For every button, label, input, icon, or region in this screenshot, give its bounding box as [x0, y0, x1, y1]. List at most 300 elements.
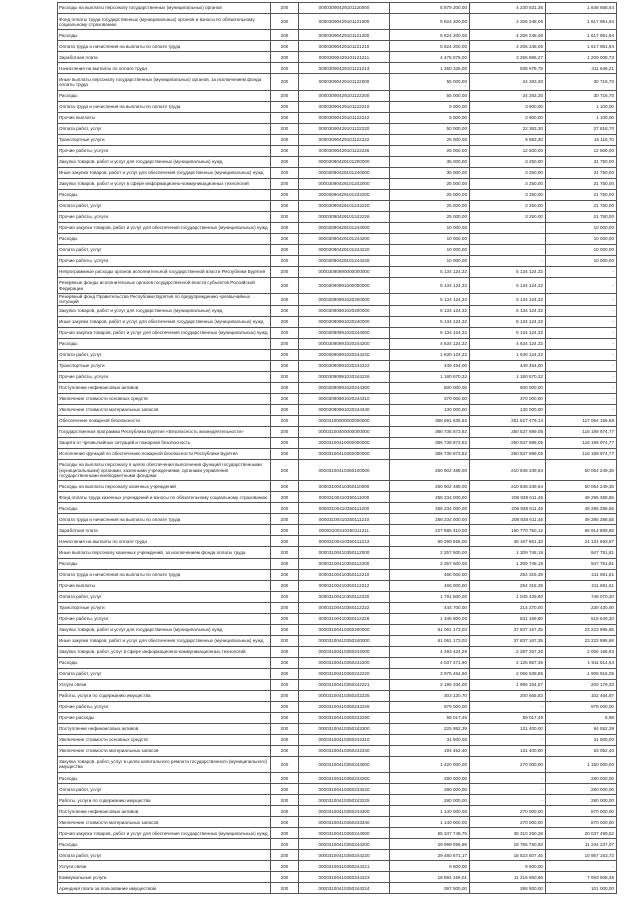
approved-amount: 5 134 124,32	[390, 266, 470, 277]
budget-classification-code: 00003100410350242310	[299, 734, 390, 745]
row-name: Расходы	[58, 657, 271, 668]
executed-amount: 131 400,00	[470, 745, 546, 756]
row-code: 200	[271, 156, 299, 167]
unexecuted-amount: -	[546, 305, 617, 316]
budget-classification-code: 00003090991020244220	[299, 349, 390, 360]
table-row	[58, 503, 617, 514]
executed-amount: -	[470, 784, 546, 795]
executed-amount: 5 134 124,32	[470, 266, 546, 277]
budget-classification-code: 00003100410350112210	[299, 569, 390, 580]
unexecuted-amount: -	[546, 338, 617, 349]
approved-amount: 10 000,00	[390, 233, 470, 244]
table-row	[58, 294, 617, 305]
approved-amount: 280 000,00	[390, 773, 470, 784]
unexecuted-amount: 31 500,00	[546, 734, 617, 745]
executed-amount: -	[470, 773, 546, 784]
table-row	[58, 536, 617, 547]
budget-classification-code: 00003100410350242300	[299, 723, 390, 734]
row-name: Оплата работ, услуг	[58, 244, 271, 255]
row-name: Начисления на выплаты по оплате труда	[58, 536, 271, 547]
row-code: 200	[271, 167, 299, 178]
table-row	[58, 795, 617, 806]
budget-classification-code: 00003090429101200000	[299, 156, 390, 167]
unexecuted-amount: 50 054 249,36	[546, 459, 617, 481]
row-name: Увеличение стоимости материальных запасов	[58, 745, 271, 756]
row-code: 200	[271, 613, 299, 624]
row-code: 200	[271, 112, 299, 123]
table-row	[58, 872, 617, 883]
executed-amount: 3 250,00	[470, 167, 546, 178]
row-code: 200	[271, 338, 299, 349]
executed-amount: 449 454,00	[470, 360, 546, 371]
row-code: 200	[271, 806, 299, 817]
unexecuted-amount: 21 750,00	[546, 178, 617, 189]
unexecuted-amount: -	[546, 404, 617, 415]
executed-amount: 5 134 124,32	[470, 294, 546, 305]
table-row	[58, 624, 617, 635]
unexecuted-amount: 280 000,00	[546, 784, 617, 795]
budget-classification-code: 00003090429101122200	[299, 90, 390, 101]
executed-amount: -	[470, 233, 546, 244]
table-row	[58, 101, 617, 112]
row-code: 200	[271, 294, 299, 305]
unexecuted-amount: -	[546, 360, 617, 371]
budget-classification-code: 00003090991020244226	[299, 371, 390, 382]
budget-classification-code: 00003100410350243300	[299, 806, 390, 817]
row-code: 200	[271, 745, 299, 756]
budget-classification-code: 00003090429101242226	[299, 211, 390, 222]
unexecuted-amount: 21 750,00	[546, 189, 617, 200]
executed-amount: 160 770 750,12	[470, 525, 546, 536]
unexecuted-amount: 23 223 995,68	[546, 624, 617, 635]
unexecuted-amount: 21 750,00	[546, 200, 617, 211]
table-row	[58, 63, 617, 74]
budget-classification-code: 00003090991020240000	[299, 316, 390, 327]
budget-classification-code: 00003100410350244221	[299, 861, 390, 872]
unexecuted-amount: 2 006 166,93	[546, 646, 617, 657]
budget-classification-code: 00003100410350243000	[299, 756, 390, 772]
unexecuted-amount: -	[546, 327, 617, 338]
approved-amount: 5 134 124,32	[390, 327, 470, 338]
unexecuted-amount: 211 681,61	[546, 569, 617, 580]
row-code: 200	[271, 646, 299, 657]
budget-classification-code: 00003100410350111211	[299, 525, 390, 536]
unexecuted-amount: 1 150 000,00	[546, 756, 617, 772]
executed-amount: 2 287 257,36	[470, 646, 546, 657]
approved-amount: 280 000,00	[390, 795, 470, 806]
budget-classification-code: 00003100410350244223	[299, 872, 390, 883]
row-name: Расходы	[58, 90, 271, 101]
row-name: Прочая закупка товаров, работ и услуг для обеспечения государственных (муниципальных) нужд	[58, 327, 271, 338]
row-name: Поступление нефинансовых активов	[58, 382, 271, 393]
executed-amount: 4 634 124,32	[470, 338, 546, 349]
table-row	[58, 701, 617, 712]
row-name: Защита от чрезвычайных ситуаций и пожарная безопасность	[58, 437, 271, 448]
executed-amount: 22 383,30	[470, 123, 546, 134]
row-name: Прочие расходы	[58, 712, 271, 723]
row-name: Прочие работы, услуги	[58, 145, 271, 156]
table-row	[58, 602, 617, 613]
table-row	[58, 784, 617, 795]
row-code: 200	[271, 569, 299, 580]
row-code: 200	[271, 558, 299, 569]
unexecuted-amount: 5,98	[546, 712, 617, 723]
approved-amount: 4 634 124,32	[390, 338, 470, 349]
row-name: Расходы	[58, 189, 271, 200]
approved-amount: 500 000,00	[390, 382, 470, 393]
unexecuted-amount: 116 198 974,77	[546, 448, 617, 459]
row-code: 200	[271, 828, 299, 839]
approved-amount: 10 000,00	[390, 222, 470, 233]
unexecuted-amount: 20 037 499,52	[546, 828, 617, 839]
executed-amount: 5 134 124,32	[470, 316, 546, 327]
row-name: Исполнение функций по обеспечению пожарной безопасности Республики Бурятия	[58, 448, 271, 459]
row-name: Расходы на выплаты персоналу казенных учреждений	[58, 481, 271, 492]
budget-execution-table	[57, 2, 617, 894]
approved-amount: 225 952,39	[390, 723, 470, 734]
row-code: 200	[271, 795, 299, 806]
budget-classification-code: 00003100410350110000	[299, 481, 390, 492]
row-name: Расходы	[58, 338, 271, 349]
approved-amount: 5 134 124,32	[390, 294, 470, 305]
table-row	[58, 222, 617, 233]
unexecuted-amount: 230 430,00	[546, 602, 617, 613]
approved-amount: 61 061 173,03	[390, 624, 470, 635]
approved-amount: 18 894 159,01	[390, 872, 470, 883]
unexecuted-amount: 15 116,70	[546, 134, 617, 145]
table-row	[58, 134, 617, 145]
approved-amount: 55 000,00	[390, 90, 470, 101]
row-name: Прочая закупка товаров, работ и услуг для обеспечения государственных (муниципальных) нужд	[58, 222, 271, 233]
budget-classification-code: 00003090429101244220	[299, 244, 390, 255]
row-code: 200	[271, 712, 299, 723]
row-code: 200	[271, 178, 299, 189]
approved-amount: 194 452,40	[390, 745, 470, 756]
table-row	[58, 90, 617, 101]
executed-amount: 270 000,00	[470, 806, 546, 817]
executed-amount: 210 848 239,64	[470, 481, 546, 492]
executed-amount: 254 318,39	[470, 580, 546, 591]
budget-classification-code: 00003090429101121210	[299, 41, 390, 52]
unexecuted-amount: 1 617 951,94	[546, 30, 617, 41]
budget-classification-code: 00003100410350242221	[299, 679, 390, 690]
approved-amount: 5 000,00	[390, 101, 470, 112]
approved-amount: 25 000,00	[390, 211, 470, 222]
budget-classification-code: 00003100410350242220	[299, 668, 390, 679]
table-row	[58, 30, 617, 41]
row-code: 200	[271, 536, 299, 547]
row-name: Расходы на выплаты персоналу в целях обеспечения выполнения функций государственными (муниципальными) органами, казенными учреждениями, органами управления государственными внебюджетными фондами	[58, 459, 271, 481]
row-name: Расходы	[58, 773, 271, 784]
row-code: 200	[271, 222, 299, 233]
row-name: Начисления на выплаты по оплате труда	[58, 63, 271, 74]
budget-classification-code: 00003100410350240000	[299, 635, 390, 646]
budget-classification-code: 00003100410350242290	[299, 712, 390, 723]
approved-amount: 5 879 200,00	[390, 3, 470, 14]
table-row	[58, 189, 617, 200]
row-code: 200	[271, 437, 299, 448]
table-row	[58, 211, 617, 222]
row-name: Транспортные услуги	[58, 602, 271, 613]
unexecuted-amount: 50 054 249,36	[546, 481, 617, 492]
row-name: Расходы	[58, 503, 271, 514]
approved-amount: 31 500,00	[390, 734, 470, 745]
row-code: 200	[271, 266, 299, 277]
executed-amount: 3 250,00	[470, 189, 546, 200]
budget-classification-code: 00003100410350112212	[299, 580, 390, 591]
row-code: 200	[271, 514, 299, 525]
executed-amount: 3 250,00	[470, 211, 546, 222]
budget-classification-code: 00003100410350243225	[299, 795, 390, 806]
table-row	[58, 580, 617, 591]
table-row	[58, 338, 617, 349]
approved-amount: 366 736 873,82	[390, 448, 470, 459]
table-row	[58, 52, 617, 63]
budget-classification-code: 00003100410350244220	[299, 850, 390, 861]
row-code: 200	[271, 30, 299, 41]
approved-amount: 59 017,46	[390, 712, 470, 723]
row-code: 200	[271, 211, 299, 222]
approved-amount: 258 234 000,00	[390, 492, 470, 503]
unexecuted-amount: 10 000,00	[546, 222, 617, 233]
executed-amount: 5 134 124,32	[470, 305, 546, 316]
row-name: Закупка товаров, работ и услуг в сфере информационно-коммуникационных технологий	[58, 178, 271, 189]
unexecuted-amount: 211 681,61	[546, 580, 617, 591]
row-name: Государственная программа Республики Бурятия «Безопасность жизнедеятельности»	[58, 426, 271, 437]
approved-amount: 29 480 671,17	[390, 850, 470, 861]
row-name: Фонд оплаты труда казенных учреждений и взносы по обязательному социальному страхованию	[58, 492, 271, 503]
row-code: 200	[271, 547, 299, 558]
approved-amount: 35 000,00	[390, 156, 470, 167]
budget-classification-code: 00003090429101244200	[299, 233, 390, 244]
unexecuted-amount: -	[546, 266, 617, 277]
row-name: Заработная плата	[58, 52, 271, 63]
budget-classification-code: 00003100410350242340	[299, 745, 390, 756]
row-code: 200	[271, 145, 299, 156]
row-code: 200	[271, 701, 299, 712]
unexecuted-amount: 117 064 156,68	[546, 415, 617, 426]
unexecuted-amount: 116 198 974,77	[546, 426, 617, 437]
row-code: 200	[271, 349, 299, 360]
table-row	[58, 817, 617, 828]
executed-amount: 11 216 650,66	[470, 872, 546, 883]
budget-classification-code: 00003090991020244300	[299, 382, 390, 393]
budget-classification-code: 00003090429101122220	[299, 123, 390, 134]
unexecuted-amount: -	[546, 393, 617, 404]
executed-amount: 4 206 248,06	[470, 14, 546, 30]
row-code: 200	[271, 773, 299, 784]
unexecuted-amount: 10 957 163,72	[546, 850, 617, 861]
table-row	[58, 756, 617, 772]
approved-amount: 1 420 000,00	[390, 756, 470, 772]
row-code: 200	[271, 883, 299, 894]
table-row	[58, 123, 617, 134]
table-row	[58, 679, 617, 690]
executed-amount: 1 180 670,32	[470, 371, 546, 382]
budget-classification-code: 00003100410350200000	[299, 624, 390, 635]
approved-amount: 1 180 670,32	[390, 371, 470, 382]
unexecuted-amount: 31 750,00	[546, 156, 617, 167]
row-code: 200	[271, 134, 299, 145]
budget-classification-code: 00003090429101122222	[299, 134, 390, 145]
row-name: Услуги связи	[58, 861, 271, 872]
table-row	[58, 448, 617, 459]
executed-amount: 500 000,00	[470, 382, 546, 393]
executed-amount: 270 000,00	[470, 817, 546, 828]
row-code: 200	[271, 459, 299, 481]
budget-classification-code: 00003090990000000000	[299, 266, 390, 277]
executed-amount: 208 938 611,45	[470, 503, 546, 514]
executed-amount: 3 900,00	[470, 112, 546, 123]
budget-classification-code: 00003090991020244000	[299, 327, 390, 338]
table-row	[58, 723, 617, 734]
row-name: Расходы	[58, 558, 271, 569]
executed-amount: 1 309 748,19	[470, 558, 546, 569]
table-row	[58, 547, 617, 558]
unexecuted-amount: 200 179,33	[546, 679, 617, 690]
row-code: 200	[271, 404, 299, 415]
unexecuted-amount: 411 646,21	[546, 63, 617, 74]
approved-amount: 444 700,00	[390, 602, 470, 613]
approved-amount: 10 000,00	[390, 244, 470, 255]
executed-amount: 210 848 239,64	[470, 459, 546, 481]
row-name: Закупка товаров, работ и услуг для государственных (муниципальных) нужд	[58, 624, 271, 635]
budget-classification-code: 00003100000000000000	[299, 415, 390, 426]
unexecuted-amount: 27 616,70	[546, 123, 617, 134]
budget-classification-code: 00003090429101240000	[299, 167, 390, 178]
approved-amount: 397 500,00	[390, 883, 470, 894]
executed-amount: 208 938 611,45	[470, 514, 546, 525]
unexecuted-amount: 947 751,81	[546, 558, 617, 569]
executed-amount: 9 883,30	[470, 134, 546, 145]
unexecuted-amount: 12 500,00	[546, 145, 617, 156]
table-row	[58, 459, 617, 481]
unexecuted-amount: -	[546, 294, 617, 305]
executed-amount: 1 995 154,67	[470, 679, 546, 690]
row-code: 200	[271, 690, 299, 701]
budget-classification-code: 00003090429101121211	[299, 52, 390, 63]
executed-amount: 37 837 167,35	[470, 635, 546, 646]
unexecuted-amount: 94 552,39	[546, 723, 617, 734]
row-name: Увеличение стоимости основных средств	[58, 393, 271, 404]
row-code: 200	[271, 784, 299, 795]
unexecuted-amount: 31 750,00	[546, 167, 617, 178]
unexecuted-amount: 746 070,20	[546, 591, 617, 602]
approved-amount: 5 824 200,00	[390, 30, 470, 41]
budget-classification-code: 00003100410350112000	[299, 547, 390, 558]
table-row	[58, 734, 617, 745]
executed-amount: 938 678,79	[470, 63, 546, 74]
executed-amount: 208 938 611,45	[470, 492, 546, 503]
approved-amount: 368 691 635,62	[390, 415, 470, 426]
table-row	[58, 492, 617, 503]
unexecuted-amount: -	[546, 277, 617, 293]
row-name: Расходы	[58, 233, 271, 244]
approved-amount: 1 346 800,00	[390, 613, 470, 624]
unexecuted-amount: 10 000,00	[546, 244, 617, 255]
row-name: Оплата работ, услуг	[58, 850, 271, 861]
approved-amount: 25 000,00	[390, 189, 470, 200]
executed-amount: 18 765 750,92	[470, 839, 546, 850]
row-name: Закупка товаров, работ и услуг для государственных (муниципальных) нужд	[58, 305, 271, 316]
table-row	[58, 393, 617, 404]
row-name: Обеспечение пожарной безопасности	[58, 415, 271, 426]
budget-classification-code: 00003090429101242000	[299, 178, 390, 189]
unexecuted-amount: 979 000,00	[546, 701, 617, 712]
row-code: 200	[271, 382, 299, 393]
budget-classification-code: 00003090429101244226	[299, 255, 390, 266]
executed-amount: 5 134 124,32	[470, 277, 546, 293]
executed-amount: 48 167 861,33	[470, 536, 546, 547]
table-row	[58, 773, 617, 784]
row-name: Непрограммные расходы органов исполнительной государственной власти Республики Бурятия	[58, 266, 271, 277]
approved-amount: 4 293 424,29	[390, 646, 470, 657]
row-code: 200	[271, 503, 299, 514]
row-code: 200	[271, 90, 299, 101]
row-name: Оплата труда и начисления на выплаты по оплате труда	[58, 41, 271, 52]
row-name: Прочие работы, услуги	[58, 371, 271, 382]
row-code: 200	[271, 63, 299, 74]
approved-amount: 5 134 124,32	[390, 316, 470, 327]
executed-amount: 59 017,49	[470, 712, 546, 723]
executed-amount: 12 500,00	[470, 145, 546, 156]
row-code: 200	[271, 624, 299, 635]
row-name: Расходы	[58, 30, 271, 41]
unexecuted-amount: -	[546, 371, 617, 382]
executed-amount: -	[470, 795, 546, 806]
unexecuted-amount: 1 617 951,94	[546, 41, 617, 52]
executed-amount: 254 318,39	[470, 569, 546, 580]
table-row	[58, 690, 617, 701]
executed-amount: 250 537 899,05	[470, 448, 546, 459]
unexecuted-amount: 7 693 508,35	[546, 872, 617, 883]
executed-amount: 35 310 250,28	[470, 828, 546, 839]
table-row	[58, 145, 617, 156]
budget-classification-code: 00003090429101121200	[299, 30, 390, 41]
budget-classification-code: 00003100410350243340	[299, 817, 390, 828]
approved-amount: 370 000,00	[390, 393, 470, 404]
unexecuted-amount: 280 000,00	[546, 795, 617, 806]
row-name: Резервный фонд Правительства Республики Бурятия по предупреждению чрезвычайных ситуаций	[58, 294, 271, 305]
row-code: 200	[271, 74, 299, 90]
budget-classification-code: 00003100410350242200	[299, 657, 390, 668]
budget-classification-code: 00003100410350112226	[299, 613, 390, 624]
budget-classification-code: 00003090429101121213	[299, 63, 390, 74]
row-name: Оплата работ, услуг	[58, 349, 271, 360]
unexecuted-amount: 1 908 915,05	[546, 668, 617, 679]
executed-amount: -	[470, 244, 546, 255]
unexecuted-amount: 1 911 614,54	[546, 657, 617, 668]
budget-classification-code: 00003100410350112200	[299, 558, 390, 569]
budget-classification-code: 00003090991020244340	[299, 404, 390, 415]
row-code: 200	[271, 123, 299, 134]
row-name: Иные выплаты персоналу государственных (муниципальных) органов, за исключением фонда оплаты труда	[58, 74, 271, 90]
row-code: 200	[271, 580, 299, 591]
approved-amount: 2 195 334,00	[390, 679, 470, 690]
approved-amount: 303 120,70	[390, 690, 470, 701]
approved-amount: 449 454,00	[390, 360, 470, 371]
row-name: Поступление нефинансовых активов	[58, 723, 271, 734]
row-code: 200	[271, 602, 299, 613]
executed-amount: 24 283,30	[470, 90, 546, 101]
budget-classification-code: 00003090429101122210	[299, 101, 390, 112]
approved-amount: 2 257 500,00	[390, 558, 470, 569]
row-code: 200	[271, 255, 299, 266]
row-name: Расходы	[58, 839, 271, 850]
budget-classification-code: 00003100410350242226	[299, 701, 390, 712]
table-row	[58, 883, 617, 894]
executed-amount: 1 045 429,80	[470, 591, 546, 602]
